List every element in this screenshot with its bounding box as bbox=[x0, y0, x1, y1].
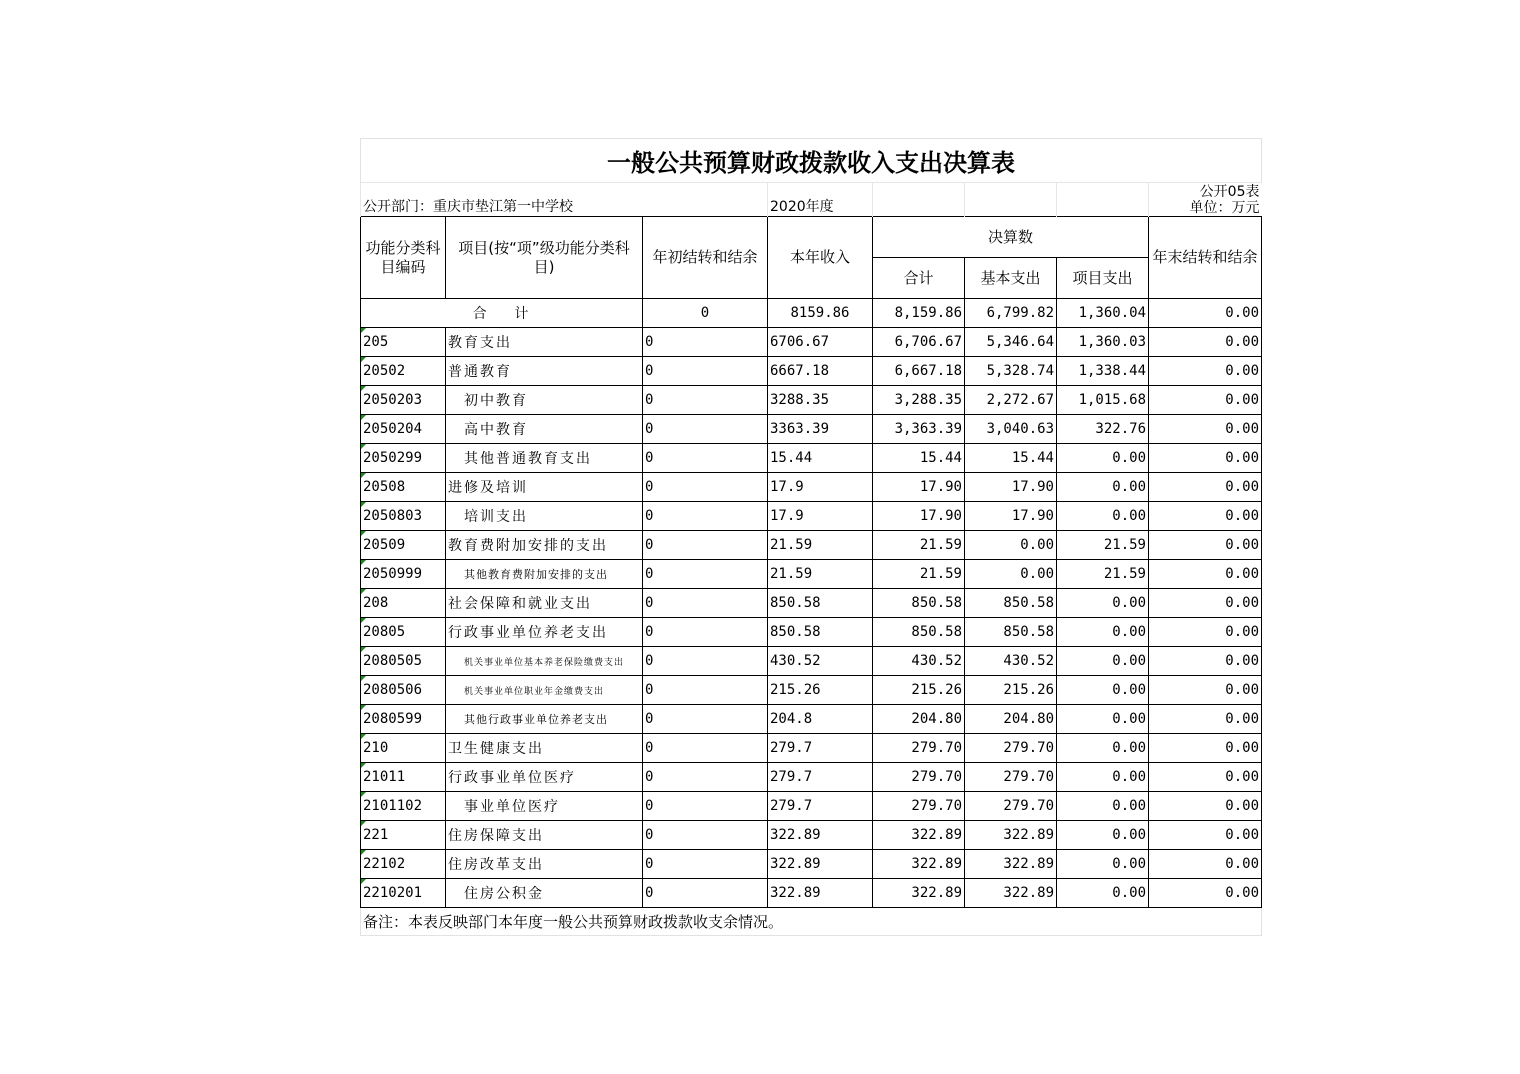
row-name: 高中教育 bbox=[446, 415, 643, 444]
total-closing: 0.00 bbox=[1149, 299, 1262, 328]
row-closing: 0.00 bbox=[1149, 560, 1262, 589]
row-project: 0.00 bbox=[1057, 589, 1149, 618]
header-closing-balance: 年末结转和结余 bbox=[1149, 217, 1262, 299]
row-project: 1,015.68 bbox=[1057, 386, 1149, 415]
row-opening: 0 bbox=[643, 589, 768, 618]
row-name: 卫生健康支出 bbox=[446, 734, 643, 763]
row-total: 21.59 bbox=[873, 560, 965, 589]
row-code: 2050299 bbox=[361, 444, 446, 473]
row-income: 430.52 bbox=[768, 647, 873, 676]
row-name: 事业单位医疗 bbox=[446, 792, 643, 821]
row-total: 279.70 bbox=[873, 763, 965, 792]
row-total: 15.44 bbox=[873, 444, 965, 473]
row-basic: 850.58 bbox=[965, 589, 1057, 618]
row-basic: 204.80 bbox=[965, 705, 1057, 734]
row-income: 322.89 bbox=[768, 879, 873, 908]
row-name: 行政事业单位医疗 bbox=[446, 763, 643, 792]
row-basic: 15.44 bbox=[965, 444, 1057, 473]
row-income: 279.7 bbox=[768, 763, 873, 792]
row-name: 其他教育费附加安排的支出 bbox=[446, 560, 643, 589]
row-closing: 0.00 bbox=[1149, 386, 1262, 415]
row-opening: 0 bbox=[643, 763, 768, 792]
row-code: 2050999 bbox=[361, 560, 446, 589]
row-basic: 215.26 bbox=[965, 676, 1057, 705]
row-code: 2050803 bbox=[361, 502, 446, 531]
row-income: 17.9 bbox=[768, 502, 873, 531]
header-final-accounts: 决算数 bbox=[873, 217, 1149, 258]
row-opening: 0 bbox=[643, 473, 768, 502]
row-total: 6,667.18 bbox=[873, 357, 965, 386]
row-opening: 0 bbox=[643, 415, 768, 444]
row-basic: 850.58 bbox=[965, 618, 1057, 647]
header-basic: 基本支出 bbox=[965, 258, 1057, 299]
row-income: 17.9 bbox=[768, 473, 873, 502]
row-opening: 0 bbox=[643, 705, 768, 734]
table-note: 备注：本表反映部门本年度一般公共预算财政拨款收支余情况。 bbox=[361, 908, 1262, 936]
row-opening: 0 bbox=[643, 734, 768, 763]
row-income: 3363.39 bbox=[768, 415, 873, 444]
row-name: 机关事业单位基本养老保险缴费支出 bbox=[446, 647, 643, 676]
row-basic: 279.70 bbox=[965, 792, 1057, 821]
row-project: 0.00 bbox=[1057, 502, 1149, 531]
row-project: 21.59 bbox=[1057, 560, 1149, 589]
row-basic: 322.89 bbox=[965, 850, 1057, 879]
table-row bbox=[361, 502, 1262, 531]
row-opening: 0 bbox=[643, 357, 768, 386]
row-total: 17.90 bbox=[873, 473, 965, 502]
row-project: 1,360.03 bbox=[1057, 328, 1149, 357]
row-name: 初中教育 bbox=[446, 386, 643, 415]
row-income: 850.58 bbox=[768, 618, 873, 647]
row-income: 322.89 bbox=[768, 850, 873, 879]
form-code-and-unit bbox=[1149, 183, 1262, 217]
row-basic: 17.90 bbox=[965, 473, 1057, 502]
row-basic: 322.89 bbox=[965, 821, 1057, 850]
table-row bbox=[361, 647, 1262, 676]
row-closing: 0.00 bbox=[1149, 502, 1262, 531]
row-closing: 0.00 bbox=[1149, 415, 1262, 444]
total-basic: 6,799.82 bbox=[965, 299, 1057, 328]
row-opening: 0 bbox=[643, 444, 768, 473]
row-closing: 0.00 bbox=[1149, 531, 1262, 560]
row-code: 208 bbox=[361, 589, 446, 618]
row-opening: 0 bbox=[643, 618, 768, 647]
row-code: 205 bbox=[361, 328, 446, 357]
row-basic: 2,272.67 bbox=[965, 386, 1057, 415]
year-label: 2020年度 bbox=[768, 183, 873, 217]
row-income: 21.59 bbox=[768, 531, 873, 560]
header-item: 项目(按“项”级功能分类科目) bbox=[446, 217, 643, 299]
row-basic: 3,040.63 bbox=[965, 415, 1057, 444]
row-project: 0.00 bbox=[1057, 792, 1149, 821]
row-code: 2050203 bbox=[361, 386, 446, 415]
row-closing: 0.00 bbox=[1149, 850, 1262, 879]
row-name: 教育费附加安排的支出 bbox=[446, 531, 643, 560]
table-row bbox=[361, 531, 1262, 560]
row-closing: 0.00 bbox=[1149, 357, 1262, 386]
row-opening: 0 bbox=[643, 879, 768, 908]
row-code: 2101102 bbox=[361, 792, 446, 821]
row-opening: 0 bbox=[643, 560, 768, 589]
table-row bbox=[361, 734, 1262, 763]
row-code: 20509 bbox=[361, 531, 446, 560]
row-total: 215.26 bbox=[873, 676, 965, 705]
row-opening: 0 bbox=[643, 792, 768, 821]
row-income: 850.58 bbox=[768, 589, 873, 618]
row-name: 其他行政事业单位养老支出 bbox=[446, 705, 643, 734]
table-row bbox=[361, 560, 1262, 589]
row-name: 住房保障支出 bbox=[446, 821, 643, 850]
row-project: 1,338.44 bbox=[1057, 357, 1149, 386]
row-income: 3288.35 bbox=[768, 386, 873, 415]
row-total: 3,288.35 bbox=[873, 386, 965, 415]
row-project: 21.59 bbox=[1057, 531, 1149, 560]
budget-sheet bbox=[360, 138, 1261, 936]
row-name: 教育支出 bbox=[446, 328, 643, 357]
row-basic: 279.70 bbox=[965, 734, 1057, 763]
total-opening: 0 bbox=[643, 299, 768, 328]
header-total: 合计 bbox=[873, 258, 965, 299]
row-name: 培训支出 bbox=[446, 502, 643, 531]
row-name: 住房公积金 bbox=[446, 879, 643, 908]
row-name: 机关事业单位职业年金缴费支出 bbox=[446, 676, 643, 705]
table-row bbox=[361, 386, 1262, 415]
row-total: 279.70 bbox=[873, 792, 965, 821]
row-project: 0.00 bbox=[1057, 734, 1149, 763]
table-row bbox=[361, 676, 1262, 705]
row-opening: 0 bbox=[643, 850, 768, 879]
header-income: 本年收入 bbox=[768, 217, 873, 299]
table-row bbox=[361, 792, 1262, 821]
table-row bbox=[361, 821, 1262, 850]
row-income: 279.7 bbox=[768, 792, 873, 821]
row-code: 22102 bbox=[361, 850, 446, 879]
row-total: 6,706.67 bbox=[873, 328, 965, 357]
row-total: 17.90 bbox=[873, 502, 965, 531]
row-closing: 0.00 bbox=[1149, 821, 1262, 850]
row-income: 322.89 bbox=[768, 821, 873, 850]
table-row bbox=[361, 879, 1262, 908]
row-income: 6706.67 bbox=[768, 328, 873, 357]
row-project: 322.76 bbox=[1057, 415, 1149, 444]
row-code: 2080506 bbox=[361, 676, 446, 705]
row-income: 215.26 bbox=[768, 676, 873, 705]
row-closing: 0.00 bbox=[1149, 589, 1262, 618]
row-basic: 279.70 bbox=[965, 763, 1057, 792]
row-opening: 0 bbox=[643, 502, 768, 531]
table-row bbox=[361, 763, 1262, 792]
total-project: 1,360.04 bbox=[1057, 299, 1149, 328]
row-name: 进修及培训 bbox=[446, 473, 643, 502]
row-total: 850.58 bbox=[873, 618, 965, 647]
table-row bbox=[361, 589, 1262, 618]
row-total: 430.52 bbox=[873, 647, 965, 676]
row-code: 210 bbox=[361, 734, 446, 763]
row-project: 0.00 bbox=[1057, 676, 1149, 705]
row-income: 204.8 bbox=[768, 705, 873, 734]
row-code: 20502 bbox=[361, 357, 446, 386]
row-closing: 0.00 bbox=[1149, 618, 1262, 647]
row-basic: 5,346.64 bbox=[965, 328, 1057, 357]
row-project: 0.00 bbox=[1057, 763, 1149, 792]
row-basic: 5,328.74 bbox=[965, 357, 1057, 386]
table-row bbox=[361, 357, 1262, 386]
row-closing: 0.00 bbox=[1149, 734, 1262, 763]
row-closing: 0.00 bbox=[1149, 444, 1262, 473]
table-row bbox=[361, 444, 1262, 473]
row-closing: 0.00 bbox=[1149, 792, 1262, 821]
row-code: 20805 bbox=[361, 618, 446, 647]
row-total: 21.59 bbox=[873, 531, 965, 560]
header-opening-balance: 年初结转和结余 bbox=[643, 217, 768, 299]
row-project: 0.00 bbox=[1057, 647, 1149, 676]
row-code: 221 bbox=[361, 821, 446, 850]
row-opening: 0 bbox=[643, 531, 768, 560]
form-code: 公开05表 bbox=[1199, 184, 1260, 200]
total-income: 8159.86 bbox=[768, 299, 873, 328]
row-total: 204.80 bbox=[873, 705, 965, 734]
row-opening: 0 bbox=[643, 821, 768, 850]
row-project: 0.00 bbox=[1057, 444, 1149, 473]
row-code: 2080505 bbox=[361, 647, 446, 676]
row-opening: 0 bbox=[643, 328, 768, 357]
header-project: 项目支出 bbox=[1057, 258, 1149, 299]
row-name: 行政事业单位养老支出 bbox=[446, 618, 643, 647]
row-closing: 0.00 bbox=[1149, 647, 1262, 676]
row-basic: 0.00 bbox=[965, 531, 1057, 560]
row-code: 2210201 bbox=[361, 879, 446, 908]
row-total: 279.70 bbox=[873, 734, 965, 763]
row-closing: 0.00 bbox=[1149, 763, 1262, 792]
row-closing: 0.00 bbox=[1149, 879, 1262, 908]
row-income: 21.59 bbox=[768, 560, 873, 589]
header-code: 功能分类科目编码 bbox=[361, 217, 446, 299]
row-total: 322.89 bbox=[873, 879, 965, 908]
row-code: 2050204 bbox=[361, 415, 446, 444]
row-basic: 322.89 bbox=[965, 879, 1057, 908]
row-total: 322.89 bbox=[873, 821, 965, 850]
table-row bbox=[361, 328, 1262, 357]
row-total: 3,363.39 bbox=[873, 415, 965, 444]
row-code: 2080599 bbox=[361, 705, 446, 734]
unit-label: 单位：万元 bbox=[1189, 200, 1260, 216]
row-name: 普通教育 bbox=[446, 357, 643, 386]
row-income: 15.44 bbox=[768, 444, 873, 473]
row-project: 0.00 bbox=[1057, 850, 1149, 879]
row-project: 0.00 bbox=[1057, 618, 1149, 647]
budget-table bbox=[360, 138, 1262, 936]
row-basic: 430.52 bbox=[965, 647, 1057, 676]
row-name: 社会保障和就业支出 bbox=[446, 589, 643, 618]
row-code: 21011 bbox=[361, 763, 446, 792]
row-basic: 0.00 bbox=[965, 560, 1057, 589]
row-closing: 0.00 bbox=[1149, 328, 1262, 357]
page-title: 一般公共预算财政拨款收入支出决算表 bbox=[361, 139, 1262, 183]
row-income: 6667.18 bbox=[768, 357, 873, 386]
row-total: 322.89 bbox=[873, 850, 965, 879]
row-code: 20508 bbox=[361, 473, 446, 502]
row-project: 0.00 bbox=[1057, 821, 1149, 850]
row-opening: 0 bbox=[643, 386, 768, 415]
row-total: 850.58 bbox=[873, 589, 965, 618]
row-opening: 0 bbox=[643, 647, 768, 676]
row-closing: 0.00 bbox=[1149, 473, 1262, 502]
row-project: 0.00 bbox=[1057, 473, 1149, 502]
table-row bbox=[361, 705, 1262, 734]
table-row bbox=[361, 473, 1262, 502]
row-project: 0.00 bbox=[1057, 879, 1149, 908]
total-total: 8,159.86 bbox=[873, 299, 965, 328]
row-project: 0.00 bbox=[1057, 705, 1149, 734]
total-label: 合 计 bbox=[361, 299, 643, 328]
row-name: 其他普通教育支出 bbox=[446, 444, 643, 473]
table-row bbox=[361, 850, 1262, 879]
total-row bbox=[361, 299, 1262, 328]
row-closing: 0.00 bbox=[1149, 676, 1262, 705]
row-income: 279.7 bbox=[768, 734, 873, 763]
row-basic: 17.90 bbox=[965, 502, 1057, 531]
row-opening: 0 bbox=[643, 676, 768, 705]
row-name: 住房改革支出 bbox=[446, 850, 643, 879]
department-label: 公开部门：重庆市垫江第一中学校 bbox=[361, 183, 768, 217]
table-row bbox=[361, 415, 1262, 444]
row-closing: 0.00 bbox=[1149, 705, 1262, 734]
table-row bbox=[361, 618, 1262, 647]
